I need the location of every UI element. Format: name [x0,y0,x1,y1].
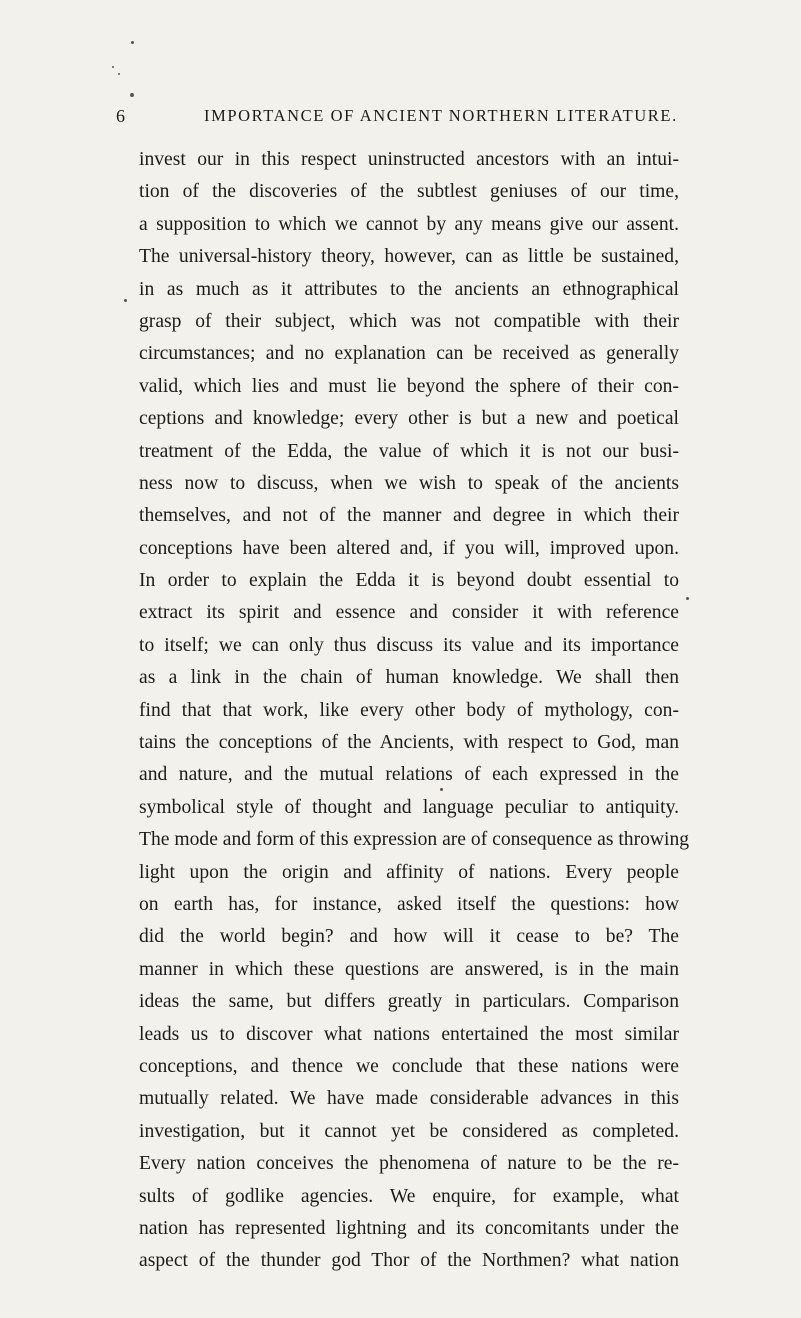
paper-speck [440,788,443,791]
body-text [139,144,690,1278]
text-line: as a link in the chain of human knowledge. We shall then [139,667,679,689]
text-line: sults of godlike agencies. We enquire, for example, what [139,1185,679,1207]
text-line: conceptions, and thence we conclude that these nations were [139,1055,679,1077]
text-line: mutually related. We have made considerable advances in this [139,1088,679,1110]
paper-speck [686,597,689,600]
text-line: and nature, and the mutual relations of each expressed in the [139,764,679,786]
text-line: The universal-history theory, however, can as little be sustained, [139,246,679,268]
page-number: 6 [116,106,127,126]
paper-speck [112,66,114,68]
text-line: symbolical style of thought and language peculiar to antiquity. [139,796,679,818]
text-line: Every nation conceives the phenomena of nature to be the re- [139,1153,679,1175]
text-line: to itself; we can only thus discuss its value and its importance [139,634,679,656]
text-line: ideas the same, but differs greatly in particulars. Comparison [139,991,679,1013]
running-head [116,103,676,129]
text-line: light upon the origin and affinity of nations. Every people [139,861,679,883]
paper-speck [131,41,134,44]
paper-speck [130,93,134,97]
text-line: tion of the discoveries of the subtlest geniuses of our time, [139,181,679,203]
text-line: did the world begin? and how will it cease to be? The [139,926,679,948]
text-line: valid, which lies and must lie beyond the sphere of their con- [139,375,679,397]
text-line: circumstances; and no explanation can be received as generally [139,343,679,365]
text-line: The mode and form of this expression are of consequence as throwing [139,829,690,851]
text-line: aspect of the thunder god Thor of the Northmen? what nation [139,1250,679,1272]
text-line: leads us to discover what nations entertained the most similar [139,1023,679,1045]
text-line: in as much as it attributes to the ancients an ethnographical [139,278,679,300]
text-line: investigation, but it cannot yet be considered as completed. [139,1120,679,1142]
text-line: treatment of the Edda, the value of which it is not our busi- [139,440,679,462]
text-line: ness now to discuss, when we wish to speak of the ancients [139,472,679,494]
text-line: find that that work, like every other body of mythology, con- [139,699,679,721]
text-line: tains the conceptions of the Ancients, with respect to God, man [139,732,679,754]
text-line: conceptions have been altered and, if you will, improved upon. [139,537,679,559]
text-line: themselves, and not of the manner and degree in which their [139,505,679,527]
text-line: invest our in this respect uninstructed ancestors with an intui- [139,149,679,170]
text-line: manner in which these questions are answered, is in the main [139,958,679,980]
text-line: nation has represented lightning and its concomitants under the [139,1217,679,1239]
text-line: grasp of their subject, which was not compatible with their [139,310,679,332]
text-line: ceptions and knowledge; every other is but a new and poetical [139,408,679,430]
text-line: extract its spirit and essence and consider it with reference [139,602,679,624]
text-line: In order to explain the Edda it is beyond doubt essential to [139,570,679,592]
text-line: on earth has, for instance, asked itself the questions: how [139,893,679,915]
running-head-title: IMPORTANCE OF ANCIENT NORTHERN LITERATURE. [204,106,678,125]
text-line: a supposition to which we cannot by any means give our assent. [139,213,679,235]
paper-speck [124,299,127,302]
paper-speck [118,73,120,75]
